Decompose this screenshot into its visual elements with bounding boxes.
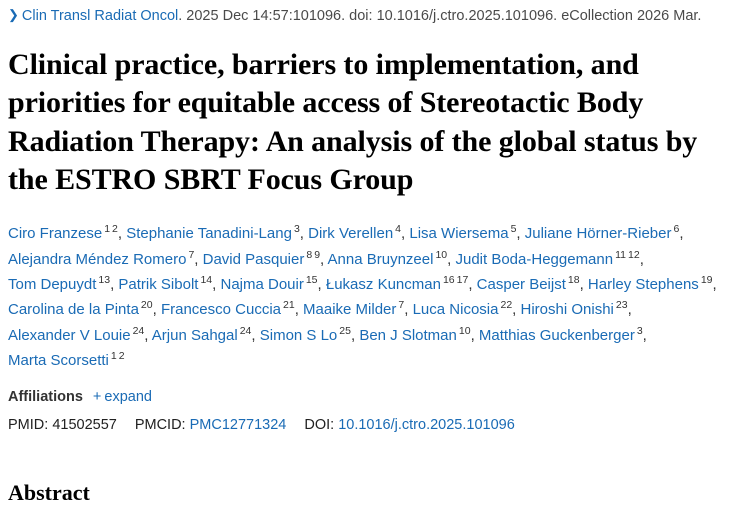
author-entry xyxy=(259,324,351,344)
doi-link[interactable]: 10.1016/j.ctro.2025.101096 xyxy=(338,417,515,434)
author-entry xyxy=(325,273,469,293)
author-separator: , xyxy=(712,275,717,293)
affiliation-superscript[interactable]: 19 xyxy=(700,273,713,286)
doi-label: DOI: xyxy=(304,417,335,434)
author-link[interactable]: Stephanie Tanadini-Lang xyxy=(126,225,292,243)
author-link[interactable]: Marta Scorsetti xyxy=(8,351,109,369)
affiliation-superscript[interactable]: 11 xyxy=(615,248,626,261)
doi-block xyxy=(304,417,514,433)
author-link[interactable]: Matthias Guckenberger xyxy=(478,326,635,344)
author-entry xyxy=(8,248,195,268)
affiliation-superscript[interactable]: 3 xyxy=(636,324,643,337)
author-separator: , xyxy=(401,225,410,243)
author-separator: , xyxy=(317,275,326,293)
author-link[interactable]: Maaike Milder xyxy=(303,301,397,319)
author-separator: , xyxy=(117,225,127,243)
affiliations-row xyxy=(8,389,742,405)
affiliation-superscript[interactable]: 1 xyxy=(104,223,111,236)
affiliation-superscript[interactable]: 17 xyxy=(456,273,469,286)
pmcid-block xyxy=(135,417,287,433)
citation-line xyxy=(0,0,750,28)
author-link[interactable]: Juliane Hörner-Rieber xyxy=(524,225,672,243)
author-separator: , xyxy=(404,301,413,319)
author-entry xyxy=(587,273,713,293)
citation-details: . 2025 Dec 14:57:101096. doi: 10.1016/j.ctro.2025.101096. eCollection 2026 Mar. xyxy=(178,8,702,24)
author-link[interactable]: Łukasz Kuncman xyxy=(325,275,441,293)
expand-label: expand xyxy=(104,389,152,406)
author-separator: , xyxy=(152,301,161,319)
affiliation-superscript[interactable]: 5 xyxy=(510,223,517,236)
author-entry xyxy=(126,225,300,242)
author-separator: , xyxy=(639,250,644,268)
author-entry xyxy=(8,273,111,293)
author-link[interactable]: David Pasquier xyxy=(202,250,305,268)
expand-affiliations-button[interactable] xyxy=(93,389,152,405)
author-link[interactable]: Alexander V Louie xyxy=(8,326,131,344)
chevron-right-icon[interactable]: ❯ xyxy=(8,7,19,22)
author-link[interactable]: Casper Beijst xyxy=(476,275,566,293)
affiliation-superscript[interactable]: 6 xyxy=(673,223,680,236)
author-separator: , xyxy=(299,225,309,243)
author-link[interactable]: Hiroshi Onishi xyxy=(520,301,614,319)
author-separator: , xyxy=(470,326,479,344)
affiliation-superscript[interactable]: 14 xyxy=(200,273,213,286)
affiliation-superscript[interactable]: 12 xyxy=(628,248,640,261)
author-entry xyxy=(359,324,471,344)
affiliation-superscript[interactable]: 24 xyxy=(239,324,252,337)
author-link[interactable]: Judit Boda-Heggemann xyxy=(455,250,614,268)
pmid-value: 41502557 xyxy=(52,417,117,434)
author-link[interactable]: Patrik Sibolt xyxy=(118,275,199,293)
affiliation-superscript[interactable]: 15 xyxy=(305,273,318,286)
affiliation-superscript[interactable]: 23 xyxy=(615,299,628,312)
author-separator: , xyxy=(110,275,119,293)
affiliation-superscript[interactable]: 22 xyxy=(500,299,513,312)
author-entry xyxy=(303,301,404,318)
author-entry xyxy=(476,273,580,293)
author-separator: , xyxy=(679,225,684,243)
author-separator: , xyxy=(212,275,221,293)
author-entry xyxy=(8,349,125,369)
pmid-label: PMID: xyxy=(8,417,49,434)
author-entry xyxy=(413,301,513,318)
author-entry xyxy=(525,225,680,242)
author-separator: , xyxy=(447,250,456,268)
affiliations-label: Affiliations xyxy=(8,389,83,406)
author-link[interactable]: Lisa Wiersema xyxy=(409,225,509,243)
affiliation-superscript[interactable]: 7 xyxy=(398,299,405,312)
author-link[interactable]: Ciro Franzese xyxy=(8,225,103,243)
affiliation-superscript[interactable]: 18 xyxy=(567,273,580,286)
affiliation-superscript[interactable]: 4 xyxy=(395,223,402,236)
author-link[interactable]: Dirk Verellen xyxy=(308,225,394,243)
affiliation-superscript[interactable]: 13 xyxy=(98,273,111,286)
author-link[interactable]: Anna Bruynzeel xyxy=(327,250,434,268)
author-separator: , xyxy=(627,301,632,319)
author-entry xyxy=(8,301,153,318)
affiliation-superscript[interactable]: 3 xyxy=(293,223,300,236)
affiliation-superscript[interactable]: 25 xyxy=(339,324,351,337)
abstract-heading: Abstract xyxy=(8,480,90,505)
author-link[interactable]: Najma Douir xyxy=(220,275,304,293)
pmcid-link[interactable]: PMC12771324 xyxy=(189,417,287,434)
author-entry xyxy=(161,301,295,318)
pmid-block xyxy=(8,417,117,433)
journal-link[interactable]: Clin Transl Radiat Oncol xyxy=(21,8,179,24)
affiliation-superscript[interactable]: 10 xyxy=(458,324,471,337)
author-entry xyxy=(308,225,401,242)
author-link[interactable]: Harley Stephens xyxy=(587,275,699,293)
author-separator: , xyxy=(468,275,477,293)
affiliation-superscript[interactable]: 8 xyxy=(306,248,313,261)
author-separator: , xyxy=(251,326,260,344)
affiliation-superscript[interactable]: 2 xyxy=(112,223,118,236)
author-separator: , xyxy=(320,250,328,268)
pmcid-label: PMCID: xyxy=(134,417,186,434)
author-entry xyxy=(118,273,213,293)
affiliation-superscript[interactable]: 10 xyxy=(435,248,448,261)
affiliation-superscript[interactable]: 2 xyxy=(118,349,125,362)
affiliation-superscript[interactable]: 20 xyxy=(140,299,153,312)
author-entry xyxy=(8,225,118,242)
author-separator: , xyxy=(579,275,588,293)
author-separator: , xyxy=(294,301,304,319)
author-link[interactable]: Luca Nicosia xyxy=(412,301,499,319)
author-link[interactable]: Arjun Sahgal xyxy=(151,326,238,344)
author-entry xyxy=(478,324,643,344)
author-entry xyxy=(202,248,321,268)
author-link[interactable]: Simon S Lo xyxy=(259,326,338,344)
author-entry xyxy=(327,248,448,268)
author-link[interactable]: Ben J Slotman xyxy=(359,326,457,344)
affiliation-superscript[interactable]: 16 xyxy=(442,273,455,286)
author-separator: , xyxy=(144,326,152,344)
author-link[interactable]: Carolina de la Pinta xyxy=(8,301,139,319)
affiliation-superscript[interactable]: 21 xyxy=(283,299,295,312)
affiliation-superscript[interactable]: 1 xyxy=(110,349,117,362)
author-separator: , xyxy=(350,326,360,344)
author-separator: , xyxy=(194,250,203,268)
author-separator: , xyxy=(516,225,525,243)
author-list xyxy=(8,221,742,373)
page-title: Clinical practice, barriers to implementation, and priorities for equitable access of Stereotactic Body Radiation Therapy: An analysis of the global status by the ESTRO SBRT Focus Group xyxy=(8,47,698,196)
plus-icon: + xyxy=(92,389,102,406)
identifier-row xyxy=(8,417,742,433)
author-entry xyxy=(220,273,318,293)
author-link[interactable]: Alejandra Méndez Romero xyxy=(8,250,187,268)
author-entry xyxy=(409,225,516,242)
affiliation-superscript[interactable]: 24 xyxy=(132,324,145,337)
author-entry xyxy=(521,301,628,318)
author-separator: , xyxy=(512,301,521,319)
author-entry xyxy=(455,248,640,268)
author-separator: , xyxy=(642,326,647,344)
author-link[interactable]: Tom Depuydt xyxy=(8,275,97,293)
author-entry xyxy=(151,324,252,344)
author-entry xyxy=(8,324,145,344)
affiliation-superscript[interactable]: 7 xyxy=(188,248,195,261)
author-link[interactable]: Francesco Cuccia xyxy=(160,301,281,319)
affiliation-superscript[interactable]: 9 xyxy=(314,248,321,261)
